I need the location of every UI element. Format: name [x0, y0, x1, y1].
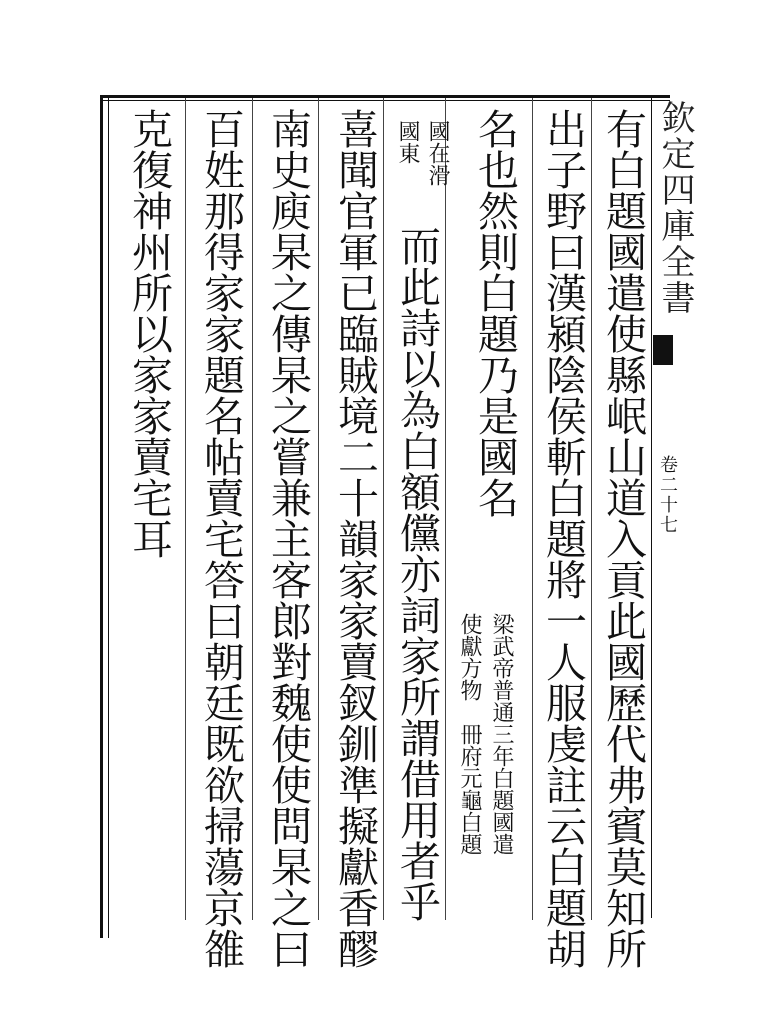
volume-label: 卷二十七	[657, 455, 678, 535]
text-column-1: 有白題國遣使縣岷山道入貢此國歷代弗賓莫知所	[599, 108, 647, 969]
text-column-7: 百姓那得家家題名帖賣宅答曰朝廷既欲掃蕩京雒	[197, 108, 245, 969]
book-title: 欽定四庫全書	[655, 100, 695, 316]
column-rule	[185, 98, 186, 920]
column-rule	[445, 98, 446, 920]
text-column-3	[457, 108, 520, 855]
annotation-line-2: 國東	[395, 120, 420, 164]
text-column-6: 南史庾杲之傳杲之嘗兼主客郎對魏使使問杲之曰	[264, 108, 312, 969]
annotation-line-1: 梁武帝普通三年白題國遣	[489, 613, 514, 855]
main-text: 名也然則白題乃是國名	[471, 108, 519, 518]
annotation-line-1: 國在滑	[425, 120, 450, 186]
text-column-2: 出子野曰漢潁陰侯斬白題將一人服虔註云白題胡	[539, 108, 587, 969]
annotation-line-2: 使獻方物 冊府元龜白題	[457, 613, 482, 855]
column-rule	[383, 98, 384, 920]
text-column-5: 喜聞官軍已臨賊境二十韻家家賣釵釧準擬獻香醪	[331, 108, 379, 969]
main-text: 而此詩以為白額儻亦詞家所謂借用者乎	[393, 225, 441, 922]
column-rule	[591, 98, 592, 920]
text-column-4	[392, 120, 450, 922]
right-border	[651, 96, 652, 918]
column-rule	[252, 98, 253, 920]
text-column-8: 克復神州所以家家賣宅耳	[125, 108, 173, 559]
left-border-inner	[108, 96, 109, 938]
left-border	[100, 96, 103, 938]
column-rule	[532, 98, 533, 920]
fishtail-mark	[653, 335, 673, 365]
column-rule	[318, 98, 319, 920]
